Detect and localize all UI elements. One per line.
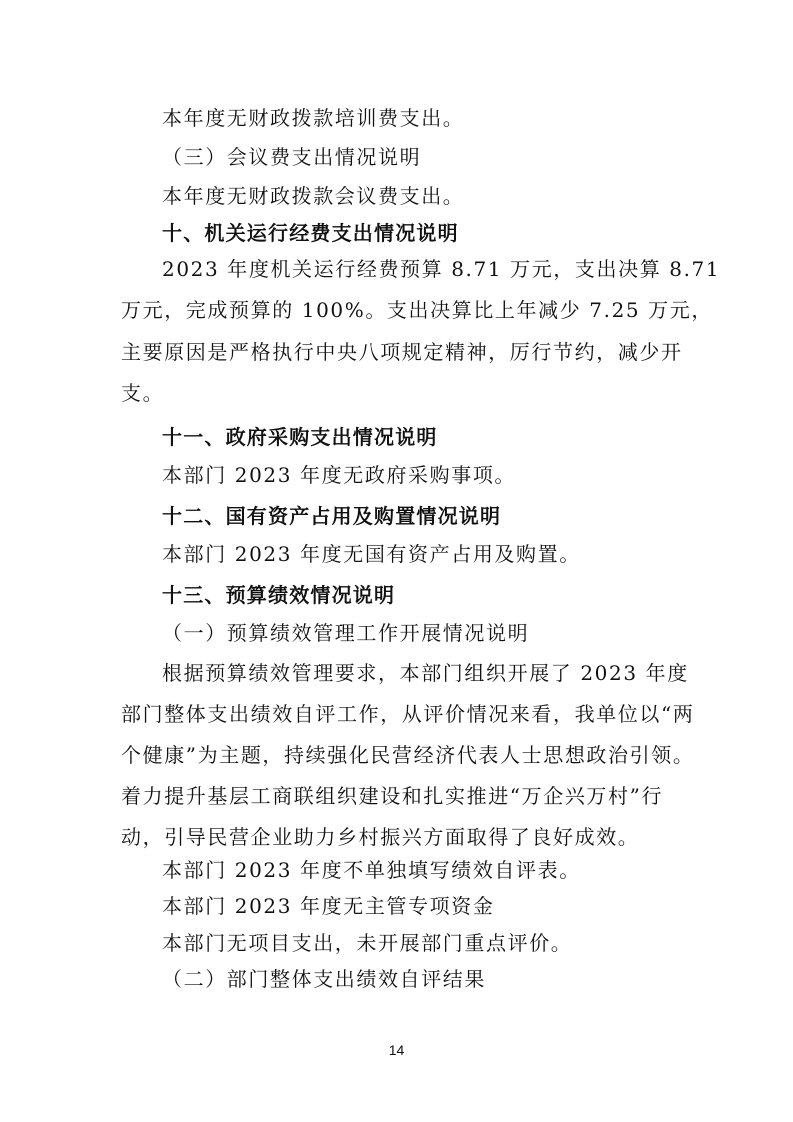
paragraph-operating-cost-line-3: 主要原因是严格执行中央八项规定精神，厉行节约，减少开 — [121, 340, 683, 364]
subheading-overall-self-evaluation: （二）部门整体支出绩效自评结果 — [162, 967, 486, 991]
paragraph-performance-line-2: 部门整体支出绩效自评工作，从评价情况来看，我单位以“两 — [121, 702, 695, 726]
subheading-meeting-fee: （三）会议费支出情况说明 — [162, 145, 422, 169]
paragraph-performance-line-4: 着力提升基层工商联组织建设和扎实推进“万企兴万村”行 — [121, 784, 664, 808]
paragraph-meeting-fee: 本年度无财政拨款会议费支出。 — [162, 184, 465, 208]
heading-section-13: 十三、预算绩效情况说明 — [162, 583, 396, 607]
paragraph-performance-line-5: 动，引导民营企业助力乡村振兴方面取得了良好成效。 — [121, 825, 640, 849]
paragraph-special-funds: 本部门 2023 年度无主管专项资金 — [162, 894, 495, 918]
paragraph-operating-cost-line-2: 万元，完成预算的 100%。支出决算比上年减少 7.25 万元， — [121, 298, 713, 322]
page-number: 14 — [388, 1042, 405, 1058]
paragraph-performance-line-3: 个健康”为主题，持续强化民营经济代表人士思想政治引领。 — [121, 743, 695, 767]
paragraph-state-assets: 本部门 2023 年度无国有资产占用及购置。 — [162, 542, 581, 566]
subheading-performance-management: （一）预算绩效管理工作开展情况说明 — [162, 621, 530, 645]
heading-section-11: 十一、政府采购支出情况说明 — [162, 425, 438, 449]
paragraph-training-fee: 本年度无财政拨款培训费支出。 — [162, 106, 465, 130]
heading-section-10: 十、机关运行经费支出情况说明 — [162, 221, 459, 245]
paragraph-operating-cost-line-4: 支。 — [121, 381, 165, 405]
paragraph-operating-cost-line-1: 2023 年度机关运行经费预算 8.71 万元，支出决算 8.71 — [162, 257, 721, 281]
paragraph-project-expenditure: 本部门无项目支出，未开展部门重点评价。 — [162, 931, 573, 955]
paragraph-performance-line-1: 根据预算绩效管理要求，本部门组织开展了 2023 年度 — [162, 661, 689, 685]
paragraph-procurement: 本部门 2023 年度无政府采购事项。 — [162, 463, 517, 487]
paragraph-self-evaluation-form: 本部门 2023 年度不单独填写绩效自评表。 — [162, 858, 581, 882]
heading-section-12: 十二、国有资产占用及购置情况说明 — [162, 504, 502, 528]
